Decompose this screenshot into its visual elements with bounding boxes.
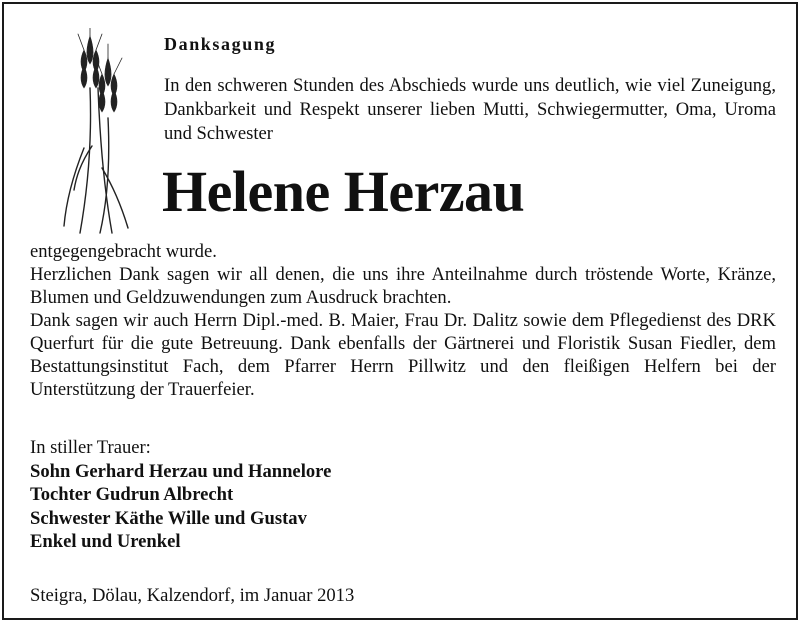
mourner-line: Schwester Käthe Wille und Gustav bbox=[30, 507, 307, 529]
mourning-intro: In stiller Trauer: bbox=[30, 437, 151, 458]
body-paragraph: Herzlichen Dank sagen wir all denen, die uns ihre Anteilnahme durch tröstende Worte, Kränze, Blumen und Geldzuwendungen zum Ausdruck brachten. bbox=[30, 264, 776, 308]
intro-text: In den schweren Stunden des Abschieds wurde uns deutlich, wie viel Zuneigung, Dankbarkeit und Respekt unserer lieben Mutti, Schwiegermutter, Oma, Uroma und Schwester bbox=[164, 75, 776, 144]
body-text bbox=[30, 240, 776, 401]
notice-title: Danksagung bbox=[164, 34, 277, 54]
mourner-line: Enkel und Urenkel bbox=[30, 531, 181, 552]
mourners-section bbox=[30, 436, 630, 554]
wheat-ears-icon bbox=[50, 28, 140, 238]
body-paragraph: entgegengebracht wurde. bbox=[30, 241, 217, 262]
deceased-name: Helene Herzau bbox=[162, 159, 525, 224]
mourner-line: Sohn Gerhard Herzau und Hannelore bbox=[30, 460, 332, 482]
obituary-card bbox=[2, 2, 798, 620]
body-paragraph: Dank sagen wir auch Herrn Dipl.-med. B. Maier, Frau Dr. Dalitz sowie dem Pflegedienst des DRK Querfurt für die gute Betreuung. Dank ebenfalls der Gärtnerei und Floristik Susan Fiedler, dem Bestattungsinstitut Fach, dem Pfarrer Herrn Pillwitz und den fleißigen Helfern bei der Unterstützung der Trauerfeier. bbox=[30, 310, 776, 400]
mourner-line: Tochter Gudrun Albrecht bbox=[30, 484, 234, 505]
place-date: Steigra, Dölau, Kalzendorf, im Januar 2013 bbox=[30, 585, 355, 606]
